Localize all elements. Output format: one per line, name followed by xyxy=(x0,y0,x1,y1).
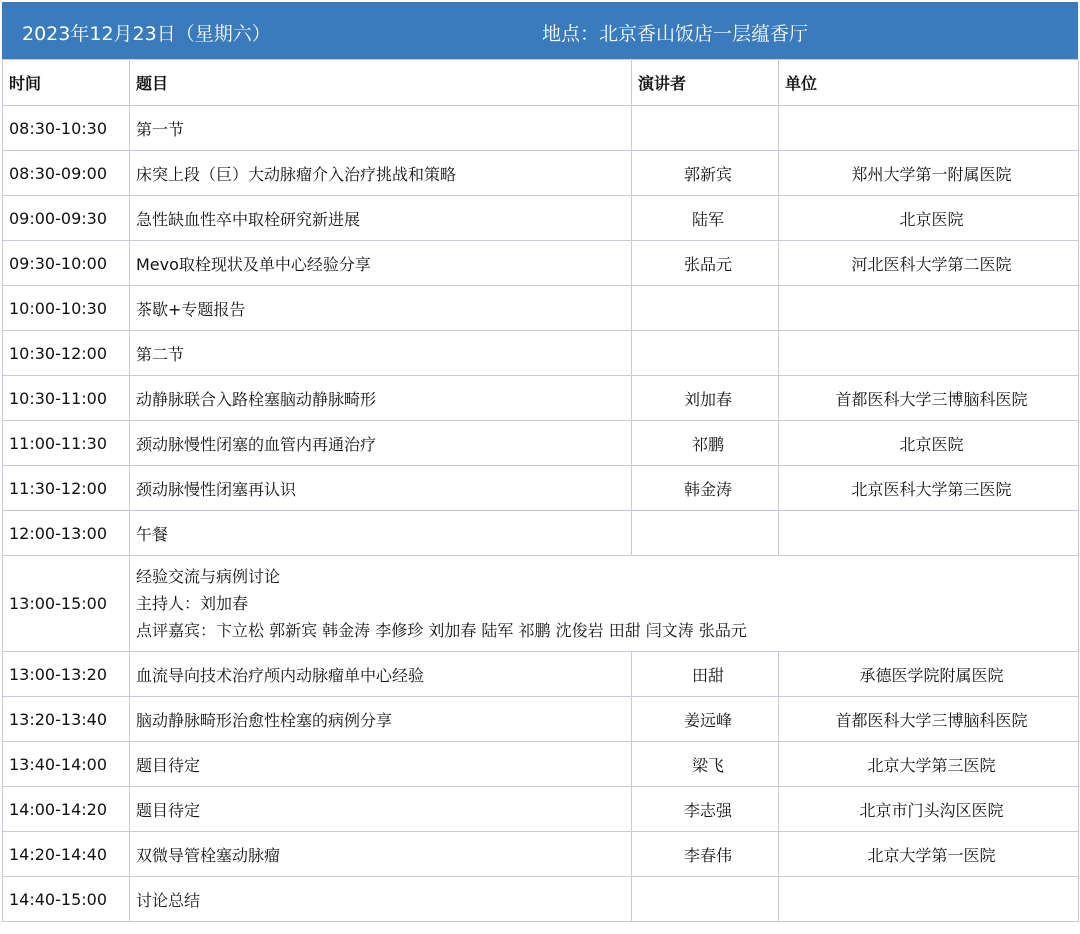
cell-unit xyxy=(779,877,1079,922)
cell-unit: 首都医科大学三博脑科医院 xyxy=(779,697,1079,742)
cell-unit xyxy=(779,331,1079,376)
table-row xyxy=(3,652,1079,697)
cell-topic: 血流导向技术治疗颅内动脉瘤单中心经验 xyxy=(130,652,632,697)
cell-unit xyxy=(779,286,1079,331)
cell-topic: 题目待定 xyxy=(130,742,632,787)
cell-speaker: 李志强 xyxy=(632,787,779,832)
cell-topic: 第二节 xyxy=(130,331,632,376)
cell-speaker: 祁鹏 xyxy=(632,421,779,466)
table-row xyxy=(3,286,1079,331)
cell-speaker: 田甜 xyxy=(632,652,779,697)
table-row xyxy=(3,697,1079,742)
cell-unit xyxy=(779,106,1079,151)
cell-time: 14:40-15:00 xyxy=(3,877,130,922)
cell-topic: 颈动脉慢性闭塞的血管内再通治疗 xyxy=(130,421,632,466)
table-row xyxy=(3,106,1079,151)
table-row xyxy=(3,877,1079,922)
cell-speaker xyxy=(632,106,779,151)
cell-speaker: 郭新宾 xyxy=(632,151,779,196)
table-row xyxy=(3,151,1079,196)
cell-speaker: 姜远峰 xyxy=(632,697,779,742)
cell-topic: 床突上段（巨）大动脉瘤介入治疗挑战和策略 xyxy=(130,151,632,196)
table-row xyxy=(3,421,1079,466)
cell-topic: 颈动脉慢性闭塞再认识 xyxy=(130,466,632,511)
session-host: 主持人：刘加春 xyxy=(136,594,249,613)
schedule-venue: 地点：北京香山饭店一层蕴香厅 xyxy=(542,23,809,45)
table-row xyxy=(3,832,1079,877)
cell-topic: 动静脉联合入路栓塞脑动静脉畸形 xyxy=(130,376,632,421)
schedule-banner xyxy=(2,2,1078,59)
cell-speaker: 梁飞 xyxy=(632,742,779,787)
cell-unit: 北京医院 xyxy=(779,196,1079,241)
cell-speaker: 李春伟 xyxy=(632,832,779,877)
cell-time: 09:00-09:30 xyxy=(3,196,130,241)
cell-time: 09:30-10:00 xyxy=(3,241,130,286)
cell-time: 13:00-13:20 xyxy=(3,652,130,697)
cell-topic: 双微导管栓塞动脉瘤 xyxy=(130,832,632,877)
cell-unit: 北京医科大学第三医院 xyxy=(779,466,1079,511)
cell-unit: 承德医学院附属医院 xyxy=(779,652,1079,697)
schedule-date: 2023年12月23日（星期六） xyxy=(22,23,271,45)
cell-time: 08:30-10:30 xyxy=(3,106,130,151)
table-row xyxy=(3,742,1079,787)
cell-time: 12:00-13:00 xyxy=(3,511,130,556)
table-row xyxy=(3,466,1079,511)
cell-time: 10:30-11:00 xyxy=(3,376,130,421)
cell-time: 14:20-14:40 xyxy=(3,832,130,877)
table-row xyxy=(3,196,1079,241)
cell-topic: Mevo取栓现状及单中心经验分享 xyxy=(130,241,632,286)
cell-unit: 北京市门头沟区医院 xyxy=(779,787,1079,832)
session-title: 经验交流与病例讨论 xyxy=(136,567,281,586)
column-header-speaker: 演讲者 xyxy=(632,60,779,106)
cell-topic: 午餐 xyxy=(130,511,632,556)
cell-time: 10:30-12:00 xyxy=(3,331,130,376)
schedule-table xyxy=(2,59,1079,922)
cell-speaker xyxy=(632,331,779,376)
cell-unit: 北京医院 xyxy=(779,421,1079,466)
cell-unit xyxy=(779,511,1079,556)
cell-topic: 脑动静脉畸形治愈性栓塞的病例分享 xyxy=(130,697,632,742)
cell-topic: 讨论总结 xyxy=(130,877,632,922)
table-row xyxy=(3,376,1079,421)
session-reviewers: 点评嘉宾：卞立松 郭新宾 韩金涛 李修珍 刘加春 陆军 祁鹏 沈俊岩 田甜 闫文涛 张品元 xyxy=(136,621,747,640)
cell-time: 08:30-09:00 xyxy=(3,151,130,196)
cell-speaker: 陆军 xyxy=(632,196,779,241)
cell-time: 10:00-10:30 xyxy=(3,286,130,331)
cell-time: 13:40-14:00 xyxy=(3,742,130,787)
table-row xyxy=(3,331,1079,376)
cell-speaker xyxy=(632,511,779,556)
cell-unit: 首都医科大学三博脑科医院 xyxy=(779,376,1079,421)
cell-speaker xyxy=(632,877,779,922)
cell-speaker xyxy=(632,286,779,331)
cell-time: 13:20-13:40 xyxy=(3,697,130,742)
cell-session-info xyxy=(130,556,1079,652)
cell-speaker: 韩金涛 xyxy=(632,466,779,511)
cell-topic: 第一节 xyxy=(130,106,632,151)
header-row xyxy=(3,60,1079,106)
cell-unit: 河北医科大学第二医院 xyxy=(779,241,1079,286)
table-row xyxy=(3,241,1079,286)
cell-unit: 北京大学第一医院 xyxy=(779,832,1079,877)
cell-topic: 茶歇+专题报告 xyxy=(130,286,632,331)
column-header-time: 时间 xyxy=(3,60,130,106)
cell-speaker: 刘加春 xyxy=(632,376,779,421)
cell-unit: 北京大学第三医院 xyxy=(779,742,1079,787)
cell-time: 11:30-12:00 xyxy=(3,466,130,511)
table-row xyxy=(3,511,1079,556)
column-header-unit: 单位 xyxy=(779,60,1079,106)
column-header-topic: 题目 xyxy=(130,60,632,106)
cell-topic: 题目待定 xyxy=(130,787,632,832)
cell-speaker: 张品元 xyxy=(632,241,779,286)
cell-time: 14:00-14:20 xyxy=(3,787,130,832)
table-row-session xyxy=(3,556,1079,652)
cell-unit: 郑州大学第一附属医院 xyxy=(779,151,1079,196)
cell-time: 11:00-11:30 xyxy=(3,421,130,466)
cell-topic: 急性缺血性卒中取栓研究新进展 xyxy=(130,196,632,241)
table-row xyxy=(3,787,1079,832)
cell-time: 13:00-15:00 xyxy=(3,556,130,652)
